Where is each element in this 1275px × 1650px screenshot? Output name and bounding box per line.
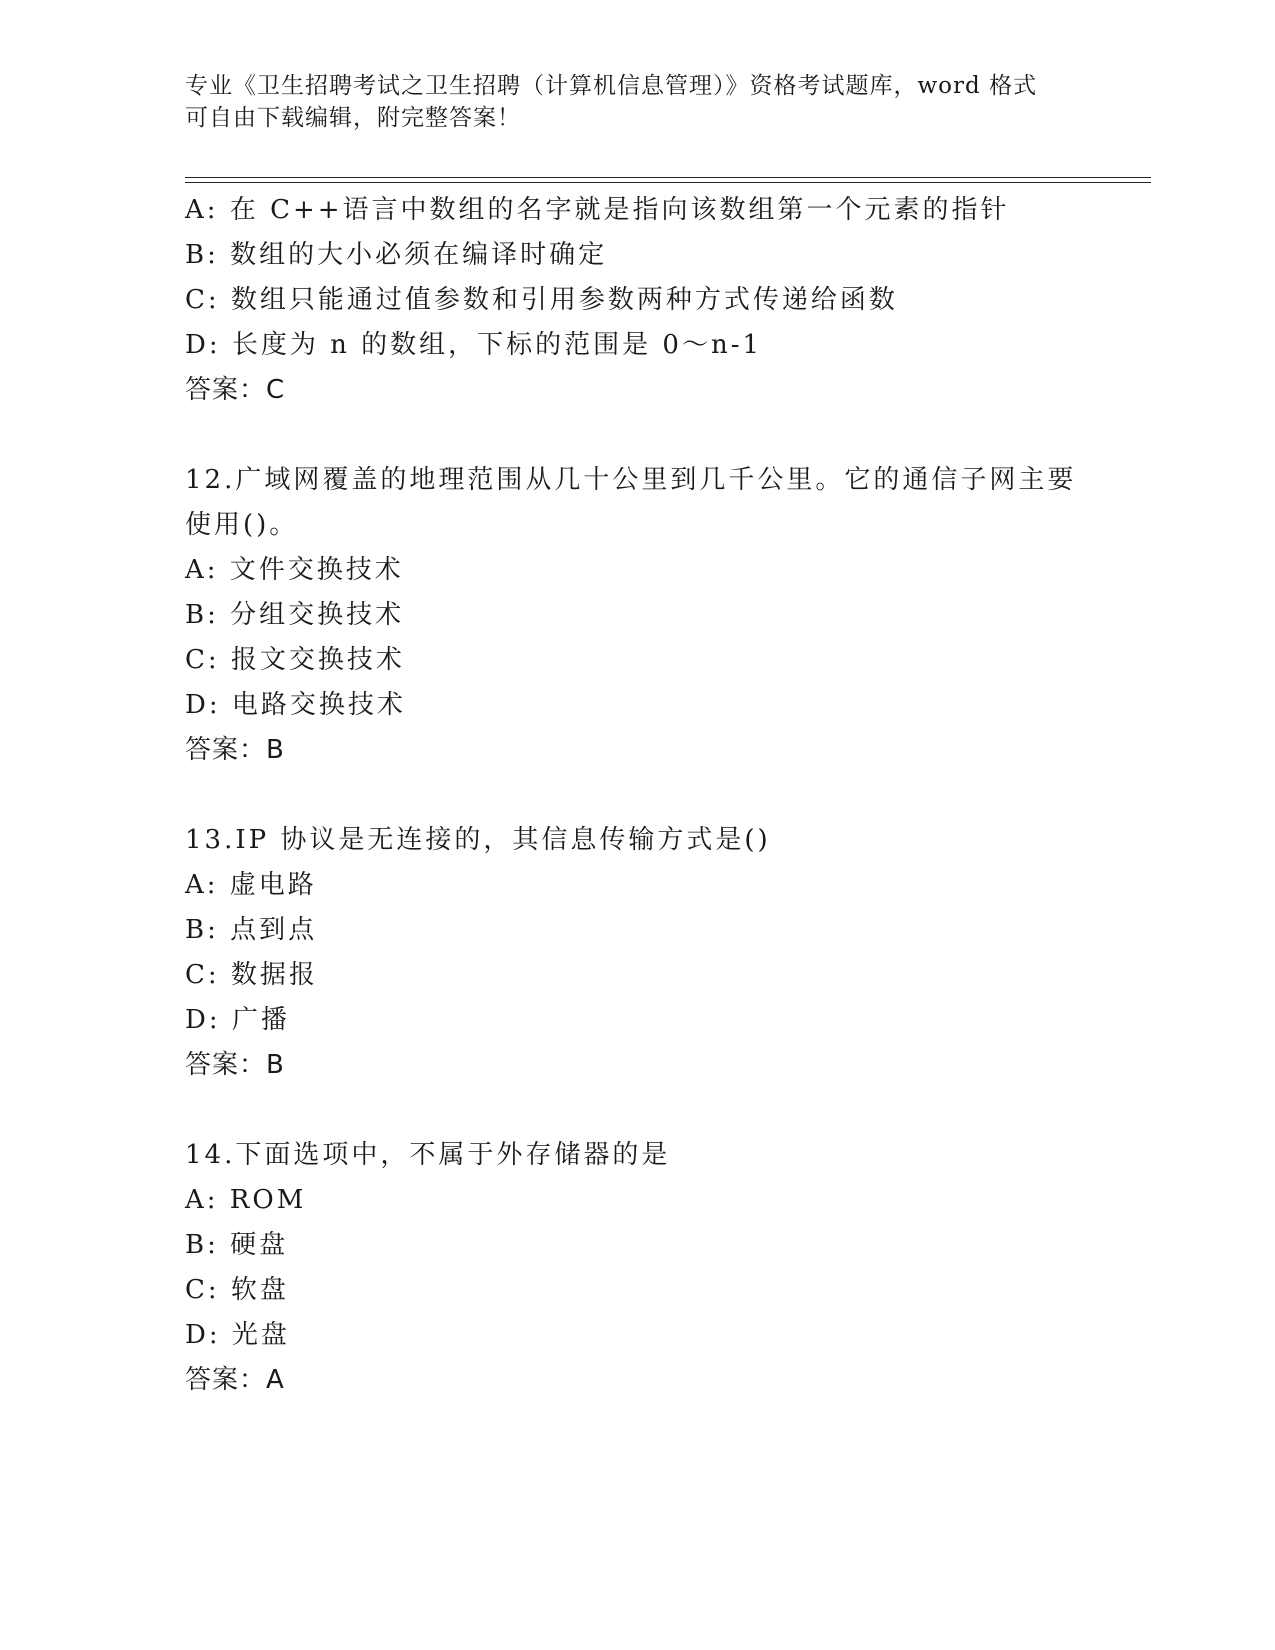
question-14	[185, 1133, 1085, 1403]
previous-question	[185, 188, 1085, 413]
question-12	[185, 458, 1085, 773]
question-13	[185, 818, 1085, 1088]
header-divider	[185, 177, 1151, 183]
option-a: A: 在 C++语言中数组的名字就是指向该数组第一个元素的指针	[185, 195, 1010, 225]
option-c: C: 数组只能通过值参数和引用参数两种方式传递给函数	[185, 285, 898, 315]
document-header	[185, 70, 1085, 134]
option-a: A: 虚电路	[185, 870, 317, 900]
answer-line: 答案：B	[185, 735, 285, 765]
question-text: 12.广域网覆盖的地理范围从几十公里到几千公里。它的通信子网主要	[185, 465, 1077, 495]
option-b: B: 点到点	[185, 915, 318, 945]
option-b: B: 分组交换技术	[185, 600, 405, 630]
option-d: D: 光盘	[185, 1320, 290, 1350]
option-d: D: 电路交换技术	[185, 690, 406, 720]
question-text: 13.IP 协议是无连接的，其信息传输方式是()	[185, 825, 771, 855]
option-c: C: 软盘	[185, 1275, 289, 1305]
option-b: B: 硬盘	[185, 1230, 289, 1260]
option-a: A: 文件交换技术	[185, 555, 404, 585]
header-line-1: 专业《卫生招聘考试之卫生招聘（计算机信息管理）》资格考试题库，word 格式	[185, 73, 1038, 99]
spacer	[185, 773, 1085, 818]
answer-line: 答案：B	[185, 1050, 285, 1080]
question-list	[185, 188, 1085, 1403]
spacer	[185, 413, 1085, 458]
option-d: D: 广播	[185, 1005, 290, 1035]
header-line-2: 可自由下载编辑，附完整答案！	[185, 105, 521, 131]
option-b: B: 数组的大小必须在编译时确定	[185, 240, 608, 270]
answer-line: 答案：C	[185, 375, 286, 405]
question-text-continued: 使用()。	[185, 510, 299, 540]
option-d: D: 长度为 n 的数组，下标的范围是 0～n-1	[185, 330, 763, 360]
answer-line: 答案：A	[185, 1365, 285, 1395]
option-a: A: ROM	[185, 1185, 307, 1215]
option-c: C: 数据报	[185, 960, 318, 990]
option-c: C: 报文交换技术	[185, 645, 405, 675]
question-text: 14.下面选项中，不属于外存储器的是	[185, 1140, 671, 1170]
spacer	[185, 1088, 1085, 1133]
